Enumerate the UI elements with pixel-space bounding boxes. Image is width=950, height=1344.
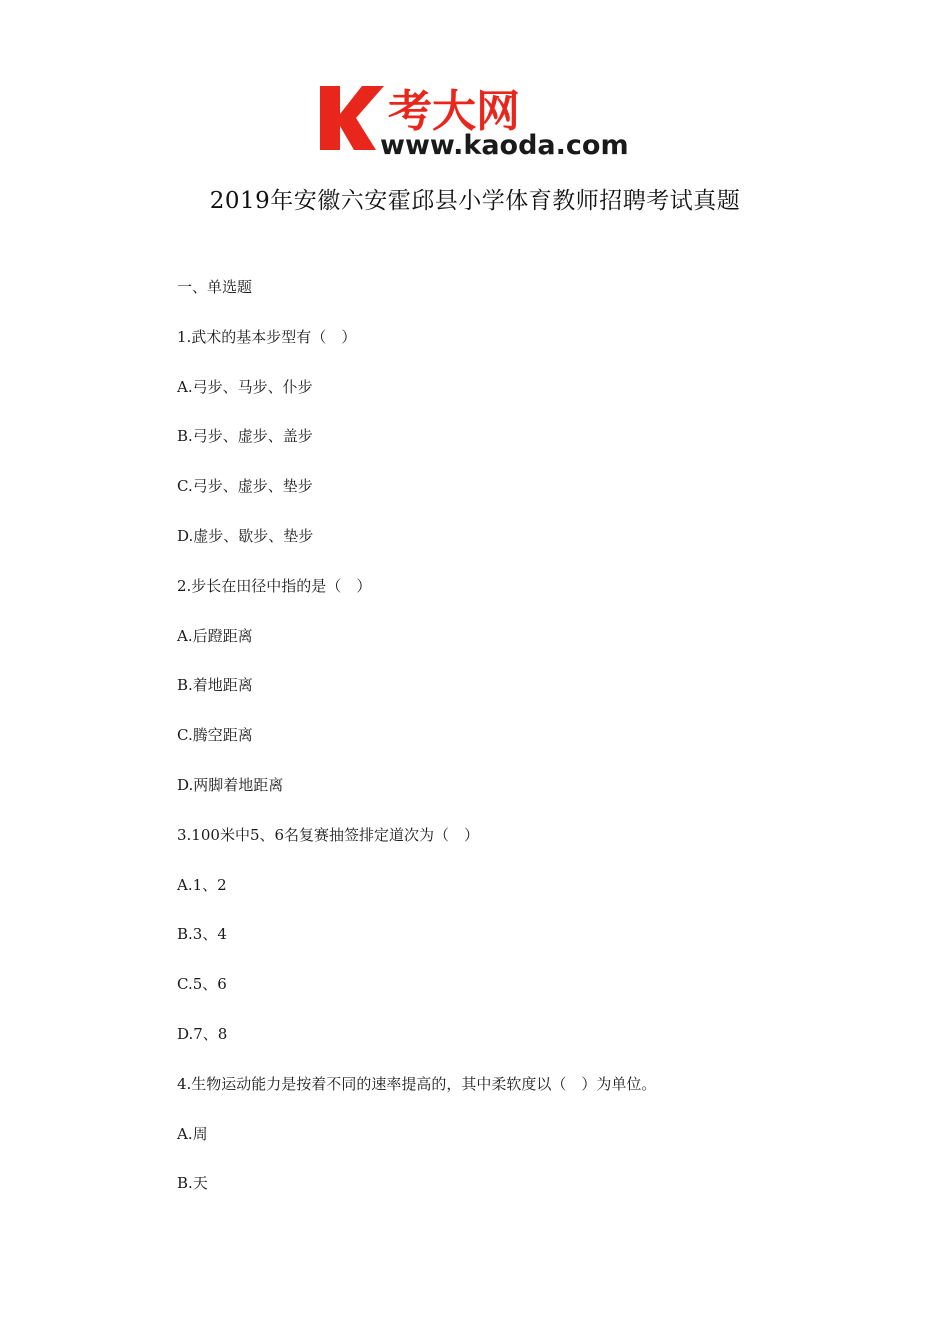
logo-domain: www.kaoda.com [380, 130, 629, 161]
answer-option: B.弓步、虚步、盖步 [177, 427, 313, 446]
answer-option: A.1、2 [177, 875, 227, 894]
question-stem: 4.生物运动能力是按着不同的速率提高的，其中柔软度以（ ）为单位。 [177, 1074, 657, 1093]
answer-option: B.3、4 [177, 925, 227, 944]
k-logo-icon [320, 86, 384, 150]
section-heading: 一、单选题 [177, 278, 253, 296]
answer-option: A.后蹬距离 [177, 626, 253, 645]
answer-option: D.虚步、歇步、垫步 [177, 526, 314, 545]
answer-option: D.两脚着地距离 [177, 775, 284, 794]
kaoda-logo [318, 80, 648, 162]
question-stem: 1.武术的基本步型有（ ） [177, 327, 357, 346]
question-stem: 2.步长在田径中指的是（ ） [177, 576, 372, 595]
answer-option: B.天 [177, 1174, 208, 1193]
answer-option: A.弓步、马步、仆步 [177, 377, 313, 396]
answer-option: B.着地距离 [177, 676, 253, 695]
answer-option: C.腾空距离 [177, 726, 253, 745]
answer-option: C.弓步、虚步、垫步 [177, 477, 313, 496]
answer-option: C.5、6 [177, 975, 227, 994]
answer-option: A.周 [177, 1124, 208, 1143]
question-list [177, 276, 817, 1222]
logo-brand-cn: 考大网 [388, 86, 520, 137]
question-stem: 3.100米中5、6名复赛抽签排定道次为（ ） [177, 825, 480, 844]
document-title: 2019年安徽六安霍邱县小学体育教师招聘考试真题 [209, 188, 741, 214]
answer-option: D.7、8 [177, 1024, 228, 1043]
